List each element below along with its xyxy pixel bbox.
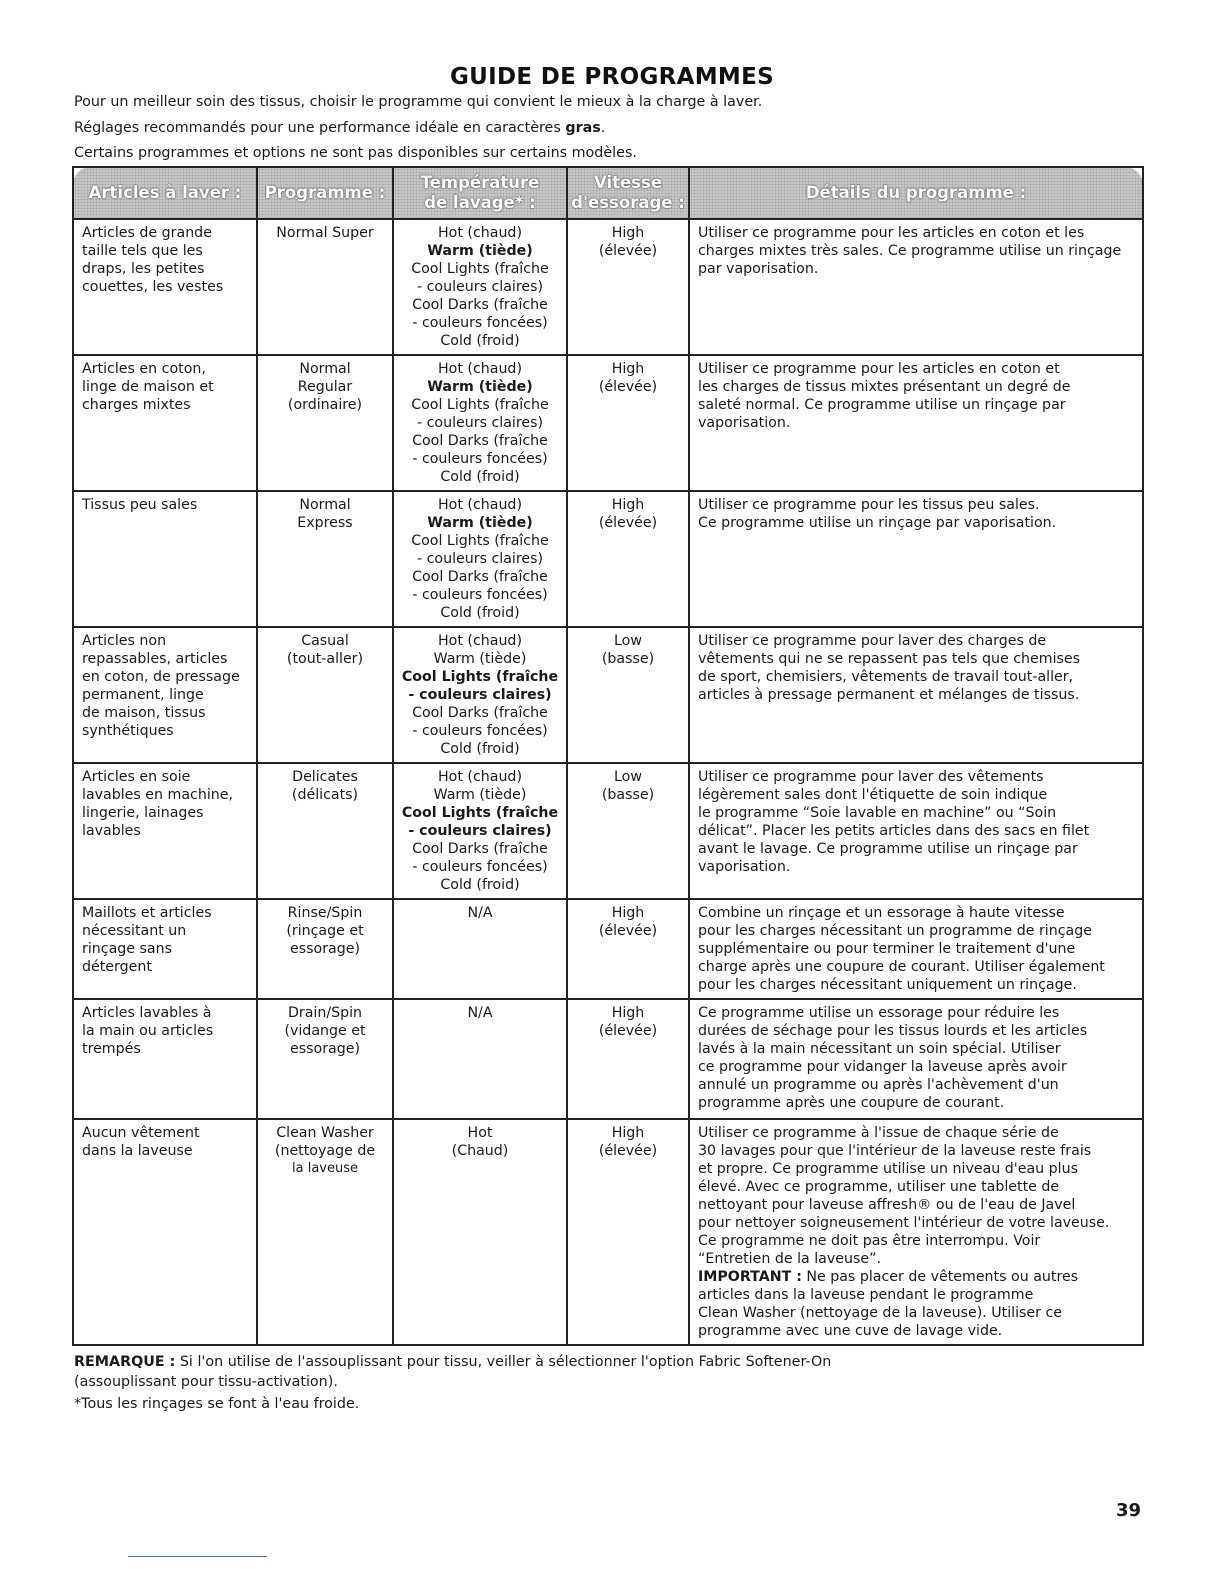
details-line: charges mixtes très sales. Ce programme utilise un rinçage: [698, 243, 1122, 259]
programme-line: (ordinaire): [287, 397, 363, 413]
temperature-line: Cool Lights (fraîche: [401, 669, 559, 685]
articles-line: de maison, tissus: [82, 705, 206, 721]
temperature-cell: [393, 219, 567, 355]
details-line: vaporisation.: [698, 859, 791, 875]
details-line: “Entretien de la laveuse”.: [698, 1251, 881, 1267]
header-programme: Programme :: [257, 167, 393, 219]
programme-line: Drain/Spin: [287, 1005, 363, 1021]
page-title: GUIDE DE PROGRAMMES: [450, 64, 774, 90]
articles-line: Articles non: [82, 633, 167, 649]
vitesse-line: (basse): [601, 787, 655, 803]
temperature-cell: [393, 627, 567, 763]
temperature-line: Warm (tiède): [427, 515, 533, 531]
articles-line: Maillots et articles: [82, 905, 212, 921]
details-line: Utiliser ce programme pour les articles en coton et les: [698, 225, 1085, 241]
programme-cell: [257, 219, 393, 355]
programme-cell: [257, 1119, 393, 1345]
vitesse-line: Low: [614, 633, 642, 649]
details-line: pour les charges nécessitant uniquement un rinçage.: [698, 977, 1077, 993]
temperature-line: N/A: [467, 1005, 493, 1021]
articles-cell: [73, 999, 257, 1119]
temperature-cell: [393, 763, 567, 899]
articles-line: taille tels que les: [82, 243, 203, 259]
vitesse-cell: [567, 491, 689, 627]
programme-line: essorage): [290, 941, 360, 957]
programme-line: Regular: [297, 379, 353, 395]
temperature-cell: [393, 1119, 567, 1345]
temperature-line: Cool Lights (fraîche: [411, 533, 549, 549]
details-line: Utiliser ce programme pour laver des vêtements: [698, 769, 1044, 785]
details-cell: [689, 627, 1143, 763]
temperature-line: - couleurs claires): [408, 687, 552, 703]
intro-line-2-end: .: [600, 120, 606, 136]
temperature-line: Hot (chaud): [438, 497, 522, 513]
articles-line: rinçage sans: [82, 941, 172, 957]
intro-line-2-bold: gras: [565, 120, 601, 136]
articles-line: trempés: [82, 1041, 141, 1057]
programme-line: Delicates: [292, 769, 358, 785]
articles-line: couettes, les vestes: [82, 279, 224, 295]
temperature-line: Cold (froid): [440, 469, 520, 485]
articles-cell: [73, 1119, 257, 1345]
temperature-line: - couleurs claires): [416, 415, 544, 431]
articles-line: lavables en machine,: [82, 787, 234, 803]
articles-line: draps, les petites: [82, 261, 205, 277]
articles-line: charges mixtes: [82, 397, 191, 413]
vitesse-line: (élevée): [598, 515, 658, 531]
programme-cell: [257, 627, 393, 763]
details-cell: [689, 355, 1143, 491]
header-vitesse-line2: d'essorage :: [571, 193, 685, 212]
articles-cell: [73, 491, 257, 627]
temperature-line: Cold (froid): [440, 741, 520, 757]
temperature-line: - couleurs foncées): [412, 315, 548, 331]
remarque-note-line2: (assouplissant pour tissu-activation).: [74, 1374, 338, 1390]
temperature-line: Hot (chaud): [438, 633, 522, 649]
articles-line: repassables, articles: [82, 651, 228, 667]
articles-cell: [73, 763, 257, 899]
important-line: programme avec une cuve de lavage vide.: [698, 1323, 1003, 1339]
details-line: vêtements qui ne se repassent pas tels que chemises: [698, 651, 1081, 667]
programme-line: (tout-aller): [286, 651, 364, 667]
articles-line: nécessitant un: [82, 923, 187, 939]
vitesse-line: High: [611, 225, 645, 241]
temperature-line: Cold (froid): [440, 333, 520, 349]
details-line: le programme “Soie lavable en machine” ou “Soin: [698, 805, 1057, 821]
intro-line-2: [74, 120, 605, 136]
articles-line: permanent, linge: [82, 687, 204, 703]
temperature-line: Cool Darks (fraîche: [412, 705, 548, 721]
header-articles: Articles à laver :: [73, 167, 257, 219]
programme-line: Casual: [301, 633, 349, 649]
articles-cell: [73, 219, 257, 355]
details-line: nettoyant pour laveuse affresh® ou de l'eau de Javel: [698, 1197, 1076, 1213]
program-guide-table: [72, 166, 1144, 1346]
vitesse-cell: [567, 355, 689, 491]
programme-line: (vidange et: [284, 1023, 366, 1039]
temperature-line: Cool Darks (fraîche: [412, 569, 548, 585]
programme-cell: [257, 899, 393, 999]
temperature-cell: [393, 355, 567, 491]
vitesse-line: (basse): [601, 651, 655, 667]
programme-cell: [257, 355, 393, 491]
details-line: Ce programme utilise un rinçage par vaporisation.: [698, 515, 1057, 531]
articles-cell: [73, 899, 257, 999]
temperature-line: Cool Lights (fraîche: [401, 805, 559, 821]
temperature-line: - couleurs foncées): [412, 859, 548, 875]
remarque-text: Si l'on utilise de l'assouplissant pour tissu, veiller à sélectionner l'option Fabric Softener-On: [175, 1354, 832, 1370]
details-line: Utiliser ce programme pour laver des charges de: [698, 633, 1047, 649]
temperature-cell: [393, 999, 567, 1119]
details-line: délicat”. Placer les petits articles dans des sacs en filet: [698, 823, 1090, 839]
details-cell: [689, 763, 1143, 899]
details-line: pour nettoyer soigneusement l'intérieur de votre laveuse.: [698, 1215, 1110, 1231]
details-cell: [689, 491, 1143, 627]
vitesse-line: High: [611, 361, 645, 377]
details-cell: [689, 1119, 1143, 1345]
table-row: [73, 999, 1143, 1119]
vitesse-line: High: [611, 497, 645, 513]
articles-line: linge de maison et: [82, 379, 214, 395]
programme-line: (délicats): [291, 787, 359, 803]
table-row: [73, 219, 1143, 355]
vitesse-cell: [567, 999, 689, 1119]
vitesse-cell: [567, 1119, 689, 1345]
vitesse-cell: [567, 899, 689, 999]
vitesse-line: (élevée): [598, 243, 658, 259]
important-line: Clean Washer (nettoyage de la laveuse). Utiliser ce: [698, 1305, 1063, 1321]
programme-cell: [257, 491, 393, 627]
table-row: [73, 899, 1143, 999]
temperature-line: Hot (chaud): [438, 361, 522, 377]
details-line: de sport, chemisiers, vêtements de travail tout-aller,: [698, 669, 1074, 685]
details-line: 30 lavages pour que l'intérieur de la laveuse reste frais: [698, 1143, 1092, 1159]
table-row: [73, 355, 1143, 491]
temperature-line: Cool Darks (fraîche: [412, 297, 548, 313]
articles-line: en coton, de pressage: [82, 669, 240, 685]
table-row: [73, 1119, 1143, 1345]
details-line: supplémentaire ou pour terminer le traitement d'une: [698, 941, 1076, 957]
temperature-line: Hot (chaud): [438, 769, 522, 785]
articles-line: Articles en coton,: [82, 361, 206, 377]
articles-line: détergent: [82, 959, 152, 975]
temperature-line: Cool Lights (fraîche: [411, 261, 549, 277]
details-line: saleté normal. Ce programme utilise un rinçage par: [698, 397, 1066, 413]
articles-cell: [73, 627, 257, 763]
details-line: avant le lavage. Ce programme utilise un rinçage par: [698, 841, 1078, 857]
temperature-cell: [393, 899, 567, 999]
temperature-line: Cool Darks (fraîche: [412, 841, 548, 857]
programme-line: Clean Washer: [276, 1125, 374, 1141]
header-temperature-line1: Température: [420, 173, 540, 192]
page-number: 39: [1116, 1500, 1142, 1521]
intro-line-3: Certains programmes et options ne sont pas disponibles sur certains modèles.: [74, 145, 637, 161]
important-label: IMPORTANT :: [698, 1269, 802, 1285]
table-row: [73, 491, 1143, 627]
temperature-line: N/A: [467, 905, 493, 921]
remarque-label: REMARQUE :: [74, 1354, 176, 1370]
details-line: par vaporisation.: [698, 261, 819, 277]
vitesse-line: (élevée): [598, 1023, 658, 1039]
temperature-line: - couleurs foncées): [412, 587, 548, 603]
details-cell: [689, 219, 1143, 355]
programme-line: Normal Super: [276, 225, 374, 241]
temperature-line: Warm (tiède): [433, 787, 527, 803]
temperature-cell: [393, 491, 567, 627]
header-vitesse: [567, 167, 689, 219]
articles-line: synthétiques: [82, 723, 174, 739]
intro-line-2-text: Réglages recommandés pour une performance idéale en caractères: [74, 120, 566, 136]
programme-line: la laveuse: [292, 1161, 358, 1176]
articles-line: Aucun vêtement: [82, 1125, 200, 1141]
details-cell: [689, 999, 1143, 1119]
temperature-line: Cold (froid): [440, 877, 520, 893]
articles-line: Articles lavables à: [82, 1005, 212, 1021]
details-line: Utiliser ce programme à l'issue de chaque série de: [698, 1125, 1059, 1141]
vitesse-line: High: [611, 905, 645, 921]
articles-line: dans la laveuse: [82, 1143, 193, 1159]
details-line: les charges de tissus mixtes présentant un degré de: [698, 379, 1071, 395]
temperature-line: Cool Darks (fraîche: [412, 433, 548, 449]
header-vitesse-line1: Vitesse: [593, 173, 663, 192]
vitesse-cell: [567, 763, 689, 899]
articles-line: lingerie, lainages: [82, 805, 204, 821]
vitesse-cell: [567, 219, 689, 355]
articles-line: Articles en soie: [82, 769, 191, 785]
vitesse-line: Low: [614, 769, 642, 785]
articles-line: la main ou articles: [82, 1023, 214, 1039]
header-temperature: [393, 167, 567, 219]
temperature-line: Warm (tiède): [433, 651, 527, 667]
header-details: Détails du programme :: [689, 167, 1143, 219]
details-line: pour les charges nécessitant un programme de rinçage: [698, 923, 1092, 939]
temperature-line: - couleurs foncées): [412, 451, 548, 467]
details-line: et propre. Ce programme utilise un niveau d'eau plus: [698, 1161, 1078, 1177]
details-line: élevé. Avec ce programme, utiliser une tablette de: [698, 1179, 1060, 1195]
temperature-line: Cool Lights (fraîche: [411, 397, 549, 413]
important-line: [698, 1268, 1136, 1286]
details-line: vaporisation.: [698, 415, 791, 431]
temperature-line: - couleurs foncées): [412, 723, 548, 739]
programme-cell: [257, 763, 393, 899]
vitesse-line: (élevée): [598, 379, 658, 395]
details-line: Combine un rinçage et un essorage à haute vitesse: [698, 905, 1065, 921]
details-line: ce programme pour vidanger la laveuse après avoir: [698, 1059, 1067, 1075]
header-temperature-line2: de lavage* :: [424, 193, 536, 212]
programme-line: Rinse/Spin: [287, 905, 363, 921]
details-line: Utiliser ce programme pour les tissus peu sales.: [698, 497, 1040, 513]
temperature-line: Cold (froid): [440, 605, 520, 621]
programme-line: (nettoyage de: [274, 1143, 376, 1159]
programme-line: (rinçage et: [286, 923, 364, 939]
articles-line: lavables: [82, 823, 141, 839]
important-line: articles dans la laveuse pendant le programme: [698, 1287, 1034, 1303]
programme-line: Express: [297, 515, 353, 531]
temperature-line: Hot (chaud): [438, 225, 522, 241]
temperature-line: - couleurs claires): [416, 279, 544, 295]
details-cell: [689, 899, 1143, 999]
temperature-line: - couleurs claires): [408, 823, 552, 839]
details-line: charge après une coupure de courant. Utiliser également: [698, 959, 1105, 975]
details-line: légèrement sales dont l'étiquette de soin indique: [698, 787, 1048, 803]
details-line: Ce programme ne doit pas être interrompu. Voir: [698, 1233, 1041, 1249]
articles-line: Tissus peu sales: [82, 497, 198, 513]
details-line: durées de séchage pour les tissus lourds et les articles: [698, 1023, 1088, 1039]
programme-line: Normal: [299, 361, 351, 377]
temperature-line: Warm (tiède): [427, 243, 533, 259]
vitesse-line: (élevée): [598, 1143, 658, 1159]
footer-rule: [128, 1556, 267, 1557]
details-line: annulé un programme ou après l'achèvement d'un: [698, 1077, 1059, 1093]
important-text: Ne pas placer de vêtements ou autres: [801, 1269, 1079, 1285]
details-line: articles à pressage permanent et mélanges de tissus.: [698, 687, 1080, 703]
details-line: lavés à la main nécessitant un soin spécial. Utiliser: [698, 1041, 1061, 1057]
vitesse-cell: [567, 627, 689, 763]
table-row: [73, 763, 1143, 899]
vitesse-line: High: [611, 1005, 645, 1021]
programme-line: Normal: [299, 497, 351, 513]
table-row: [73, 627, 1143, 763]
details-line: Ce programme utilise un essorage pour réduire les: [698, 1005, 1060, 1021]
footnote: *Tous les rinçages se font à l'eau froide.: [74, 1396, 360, 1412]
details-line: programme après une coupure de courant.: [698, 1095, 1005, 1111]
temperature-line: Warm (tiède): [427, 379, 533, 395]
programme-cell: [257, 999, 393, 1119]
temperature-line: Hot: [467, 1125, 493, 1141]
table-header-row: [73, 167, 1143, 219]
programme-line: essorage): [290, 1041, 360, 1057]
intro-line-1: Pour un meilleur soin des tissus, choisir le programme qui convient le mieux à la charge à laver.: [74, 94, 763, 110]
temperature-line: - couleurs claires): [416, 551, 544, 567]
vitesse-line: High: [611, 1125, 645, 1141]
articles-cell: [73, 355, 257, 491]
vitesse-line: (élevée): [598, 923, 658, 939]
articles-line: Articles de grande: [82, 225, 212, 241]
details-line: Utiliser ce programme pour les articles en coton et: [698, 361, 1060, 377]
temperature-line: (Chaud): [451, 1143, 509, 1159]
remarque-note: [74, 1354, 831, 1370]
